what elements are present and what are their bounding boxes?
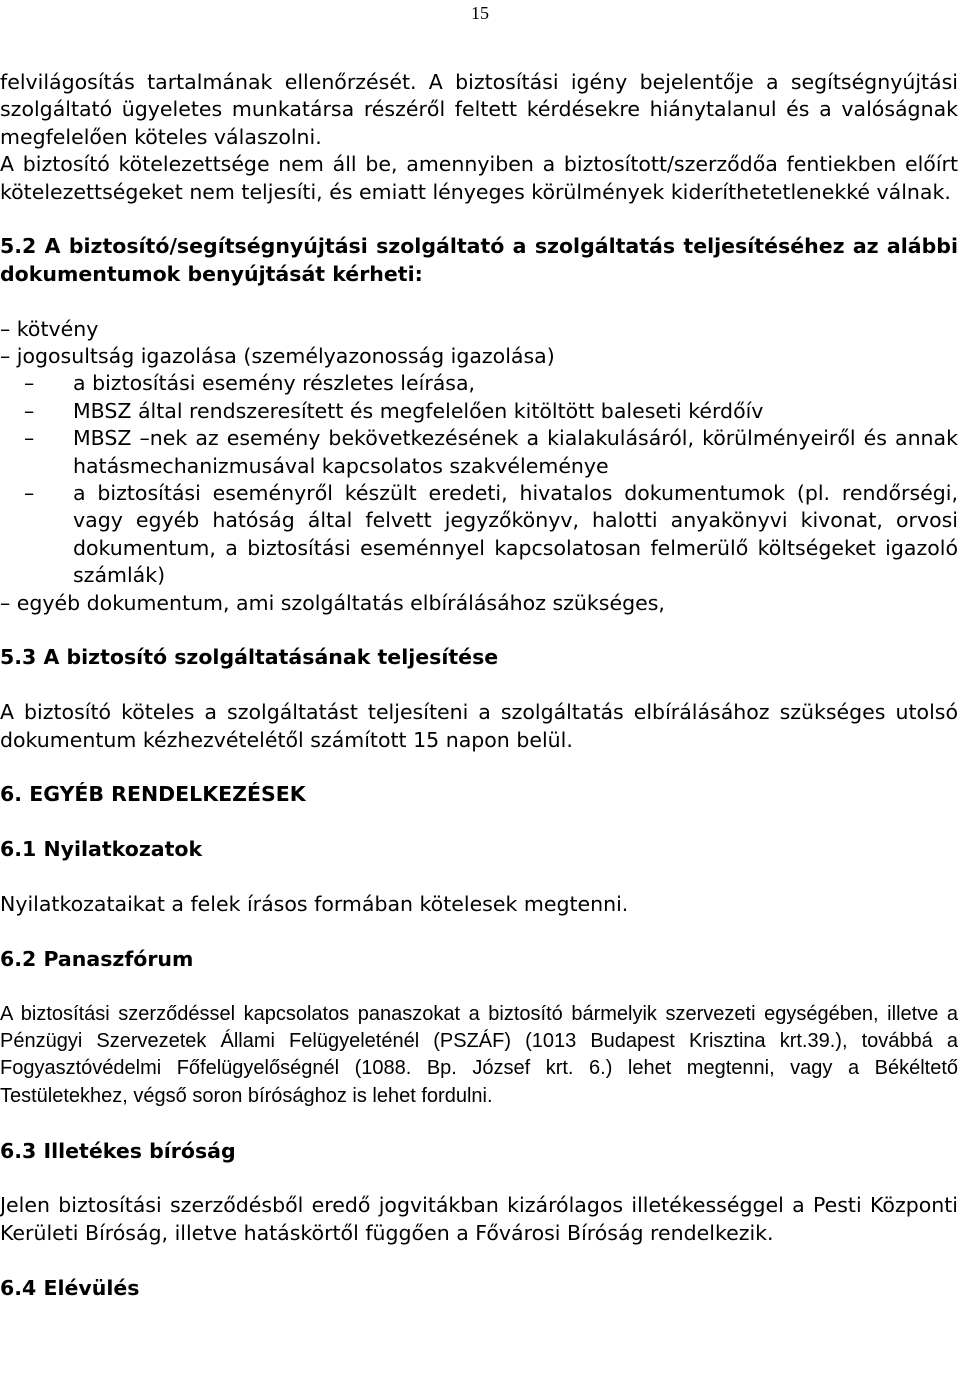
section-5-3-text: A biztosító köteles a szolgáltatást teljesíteni a szolgáltatás elbírálásához szükséges utolsó dokumentum kézhezvételétől számított 15 napon belül. xyxy=(0,700,958,752)
section-5-3-heading: 5.3 A biztosító szolgáltatásának teljesítése xyxy=(0,645,499,670)
section-6-2-text: A biztosítási szerződéssel kapcsolatos panaszokat a biztosító bármelyik szervezeti egységében, illetve a Pénzügyi Szervezetek Állami Felügyeleténél (PSZÁF) (1013 Budapest Krisztina krt.39.), továbbá a Fogyasztóvédelmi Főfelügyelőségnél (1088. Bp. József krt. 6.) lehet megtenni, vagy a Békéltető Testületekhez, végső soron bírósághoz is lehet fordulni. xyxy=(0,1002,958,1107)
page-number: 15 xyxy=(471,3,489,23)
sub-list-item xyxy=(0,370,958,397)
section-6-heading: 6. EGYÉB RENDELKEZÉSEK xyxy=(0,782,306,807)
sub-list-item xyxy=(0,480,958,590)
section-6-3-text: Jelen biztosítási szerződésből eredő jogvitákban kizárólagos illetékességgel a Pesti Központi Kerületi Bíróság, illetve hatáskörtől függően a Fővárosi Bíróság rendelkezik. xyxy=(0,1193,958,1245)
section-6-3-heading: 6.3 Illetékes bíróság xyxy=(0,1138,236,1163)
document-page xyxy=(0,69,958,1302)
sub-item-text: a biztosítási eseményről készült eredeti, hivatalos dokumentumok (pl. rendőrségi, vagy egyéb hatóság által felvett jegyzőkönyv, halotti anyakönyvi kivonat, orvosi dokumentum, a biztosítási eseménnyel kapcsolatosan felmerülő költségeket igazoló számlák) xyxy=(73,481,958,588)
sub-list-item xyxy=(0,398,958,425)
sub-item-text: MBSZ által rendszeresített és megfelelően kitöltött baleseti kérdőív xyxy=(73,398,764,423)
paragraph-intro-2: A biztosító kötelezettsége nem áll be, amennyiben a biztosított/szerződőa fentiekben előírt kötelezettségeket nem teljesíti, és emiatt lényeges körülmények kideríthetetlenekké válnak. xyxy=(0,152,958,204)
list-item-egyeb: – egyéb dokumentum, ami szolgáltatás elbírálásához szükséges, xyxy=(0,590,665,615)
sub-item-text: a biztosítási esemény részletes leírása, xyxy=(73,371,476,396)
sub-item-text: MBSZ –nek az esemény bekövetkezésének a kialakulásáról, körülményeiről és annak hatásmechanizmusával kapcsolatos szakvéleménye xyxy=(73,426,958,478)
sub-list-item xyxy=(0,425,958,480)
section-6-1-heading: 6.1 Nyilatkozatok xyxy=(0,837,203,862)
section-6-2-heading: 6.2 Panaszfórum xyxy=(0,946,194,971)
dash-bullet: – xyxy=(24,481,35,506)
paragraph-intro-1: felvilágosítás tartalmának ellenőrzését. A biztosítási igény bejelentője a segítségnyújtási szolgáltató ügyeletes munkatársa részéről feltett kérdésekre hiánytalanul és a valóságnak megfelelően köteles válaszolni. xyxy=(0,70,958,149)
section-6-1-text: Nyilatkozataikat a felek írásos formában kötelesek megtenni. xyxy=(0,892,629,917)
section-6-4-heading: 6.4 Elévülés xyxy=(0,1275,140,1300)
dash-bullet: – xyxy=(24,426,35,451)
dash-bullet: – xyxy=(24,398,35,423)
list-item-kotveny: – kötvény xyxy=(0,316,99,341)
list-item-jogosultsag: – jogosultság igazolása (személyazonosság igazolása) xyxy=(0,344,555,369)
section-5-2-heading: 5.2 A biztosító/segítségnyújtási szolgáltató a szolgáltatás teljesítéséhez az alábbi dokumentumok benyújtását kérheti: xyxy=(0,234,958,286)
dash-bullet: – xyxy=(24,371,35,396)
